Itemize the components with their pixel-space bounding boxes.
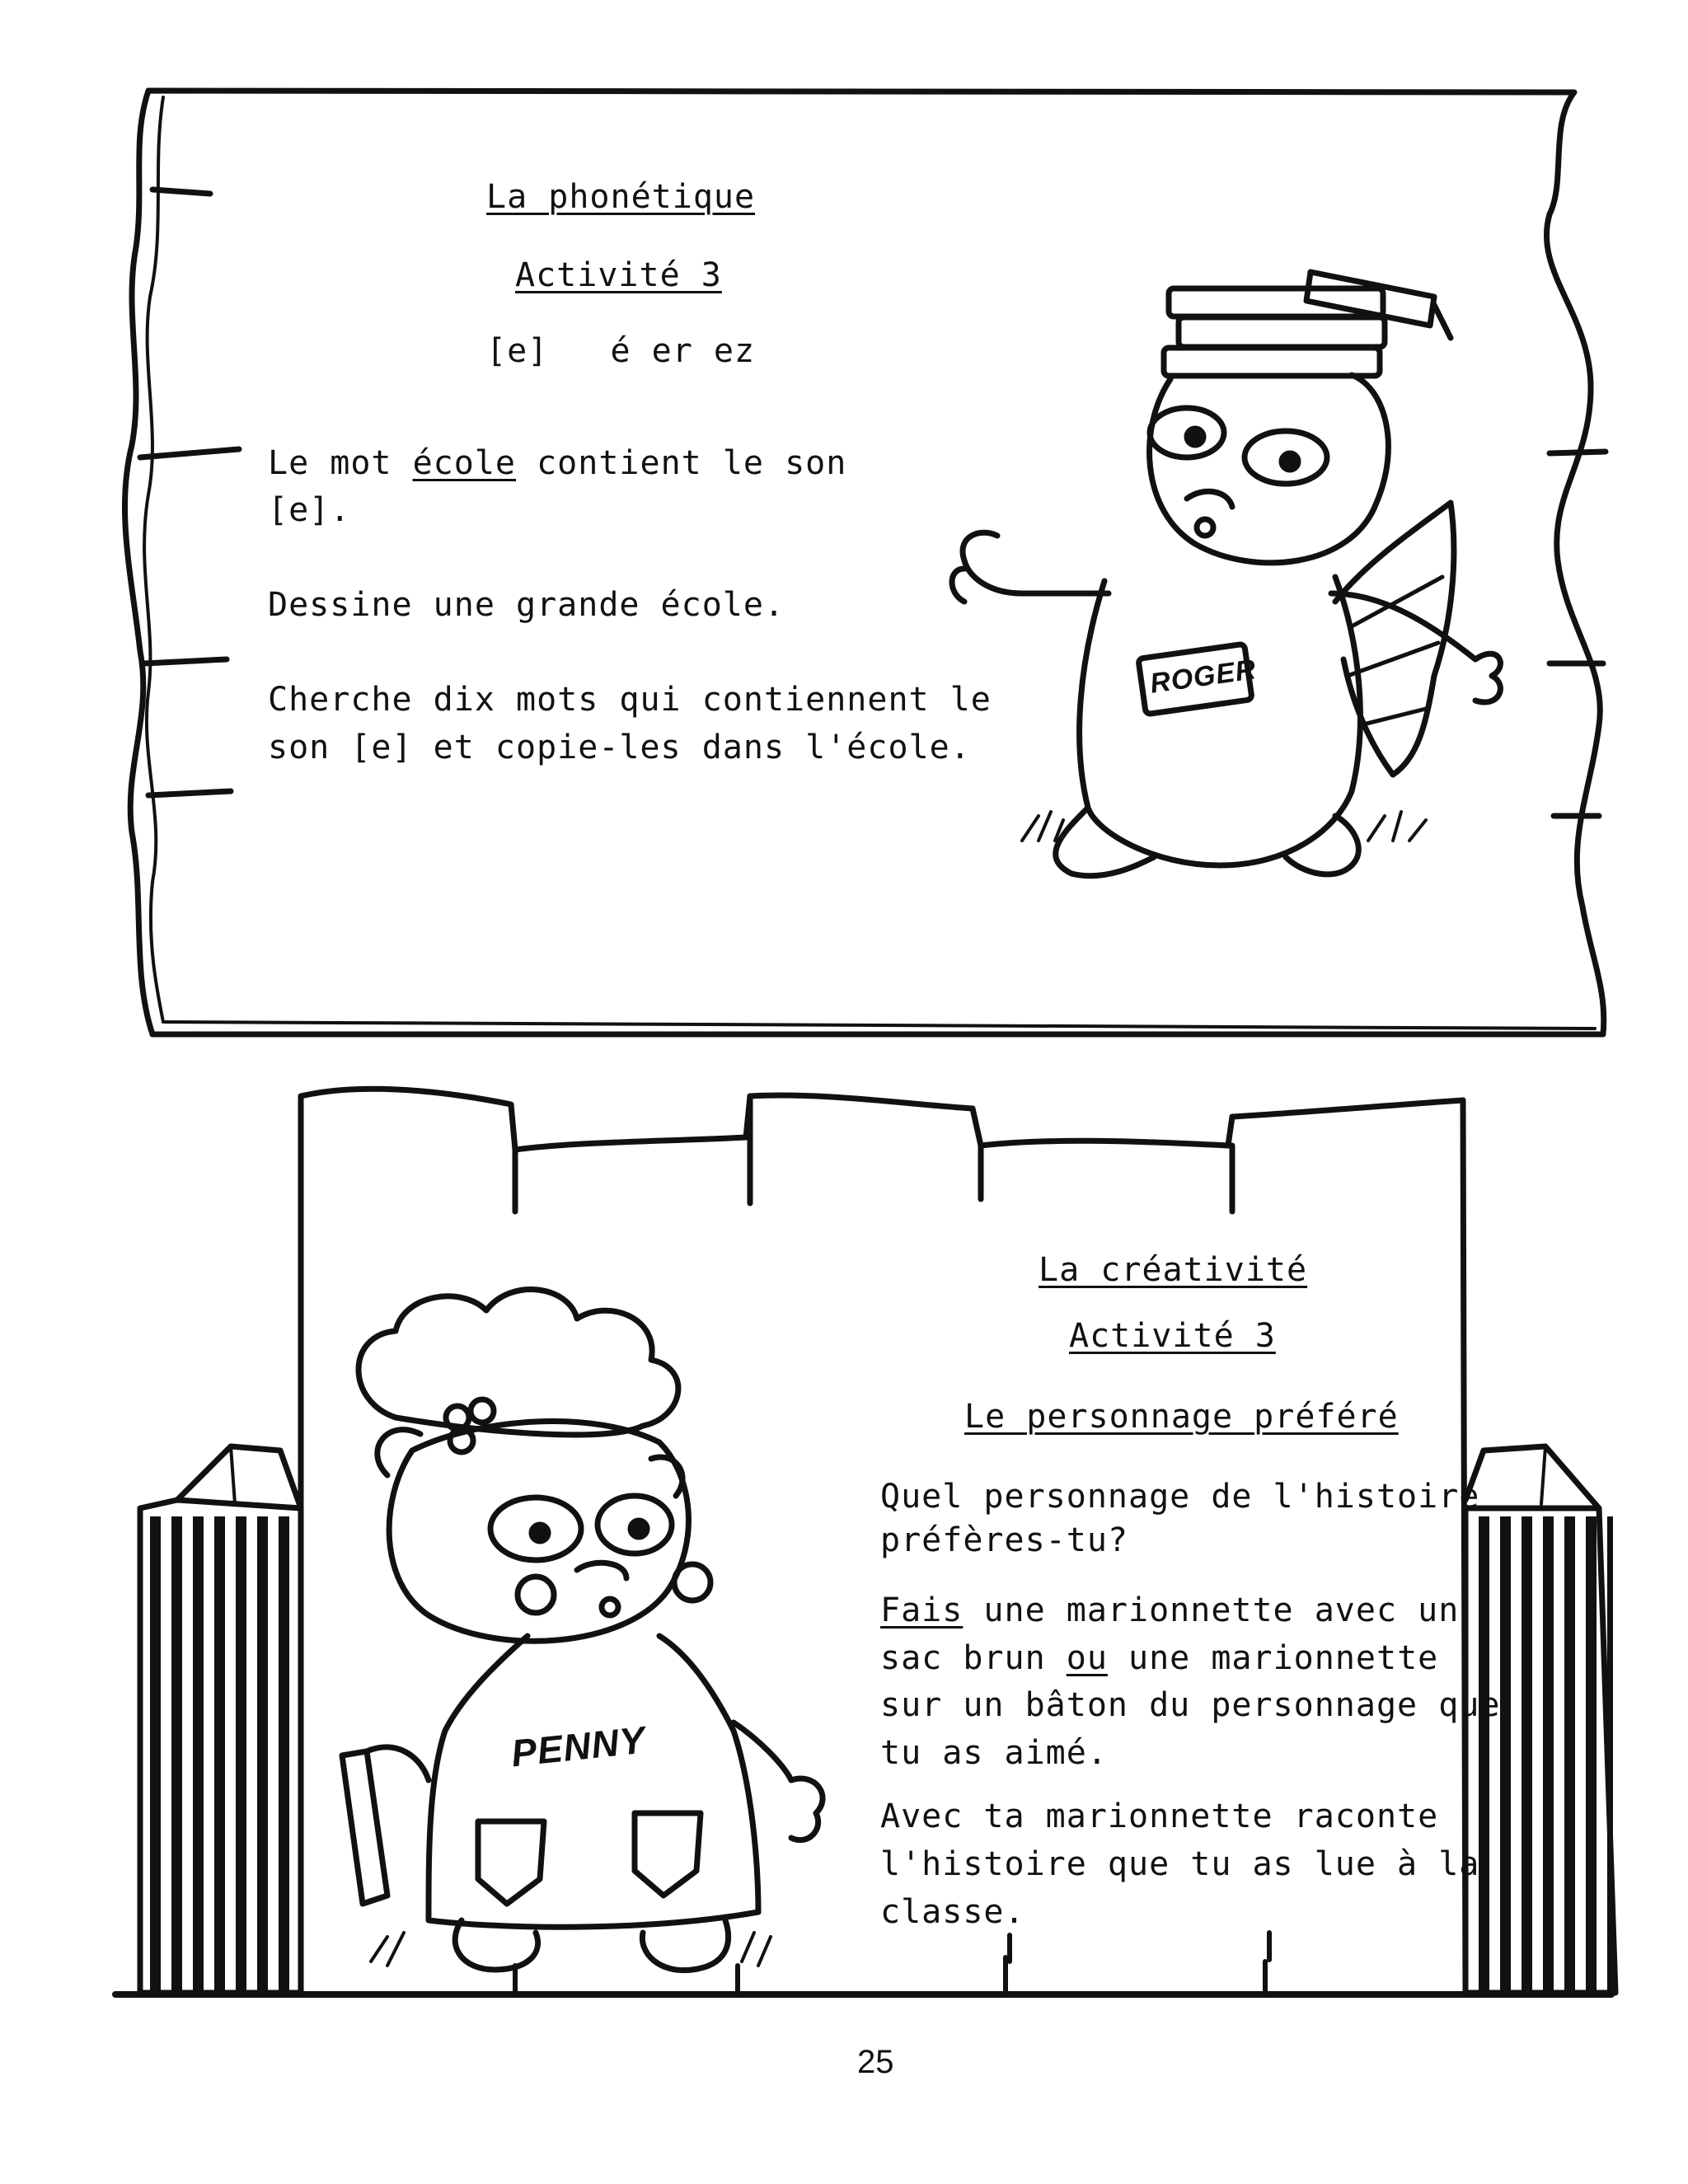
creativity-title: La créativité [1039,1251,1308,1289]
roger-badge: ROGER [1147,654,1259,700]
question-line-2: préfères-tu? [880,1521,1128,1559]
creativity-activity: Activité 3 [1069,1317,1276,1355]
question-line-1: Quel personnage de l'histoire [880,1478,1480,1516]
penny-bear-illustration [342,1290,823,1971]
phonetics-instruction-1 [268,439,846,487]
retell-line-3: classe. [880,1893,1025,1931]
word-ou: ou [1066,1639,1108,1677]
phonetics-instruction-3-line2: son [e] et copie-les dans l'école. [268,729,971,766]
phonetics-activity: Activité 3 [515,256,722,294]
word-ecole: école [412,444,516,482]
phonetics-title: La phonétique [486,178,756,216]
instruction-line-1-rest: une marionnette avec un [963,1591,1460,1629]
roger-raccoon-illustration [952,272,1500,876]
instruction-line-2 [880,1634,1438,1682]
instruction-1-pre: Le mot [268,444,413,482]
retell-line-2: l'histoire que tu as lue à la [880,1845,1480,1883]
word-fais: Fais [880,1591,964,1629]
retell-line-1: Avec ta marionnette raconte [880,1797,1439,1835]
instruction-line-2-pre: sac brun [880,1639,1067,1677]
instruction-line-1 [880,1586,1459,1634]
phonetics-instruction-3-line1: Cherche dix mots qui contiennent le [268,681,992,719]
phonetics-sound: [e] é er ez [486,332,756,370]
page-number: 25 [857,2044,894,2080]
phonetics-instruction-2: Dessine une grande école. [268,586,785,624]
instruction-line-4: tu as aimé. [880,1734,1108,1772]
top-sign-board [124,91,1606,1034]
instruction-1-post: contient le son [516,444,847,482]
creativity-subtitle: Le personnage préféré [964,1398,1399,1436]
phonetics-instruction-1-line2: [e]. [268,491,351,529]
instruction-line-3: sur un bâton du personnage que [880,1686,1501,1724]
instruction-line-2-post: une marionnette [1107,1639,1439,1677]
penny-badge: PENNY [509,1718,648,1775]
